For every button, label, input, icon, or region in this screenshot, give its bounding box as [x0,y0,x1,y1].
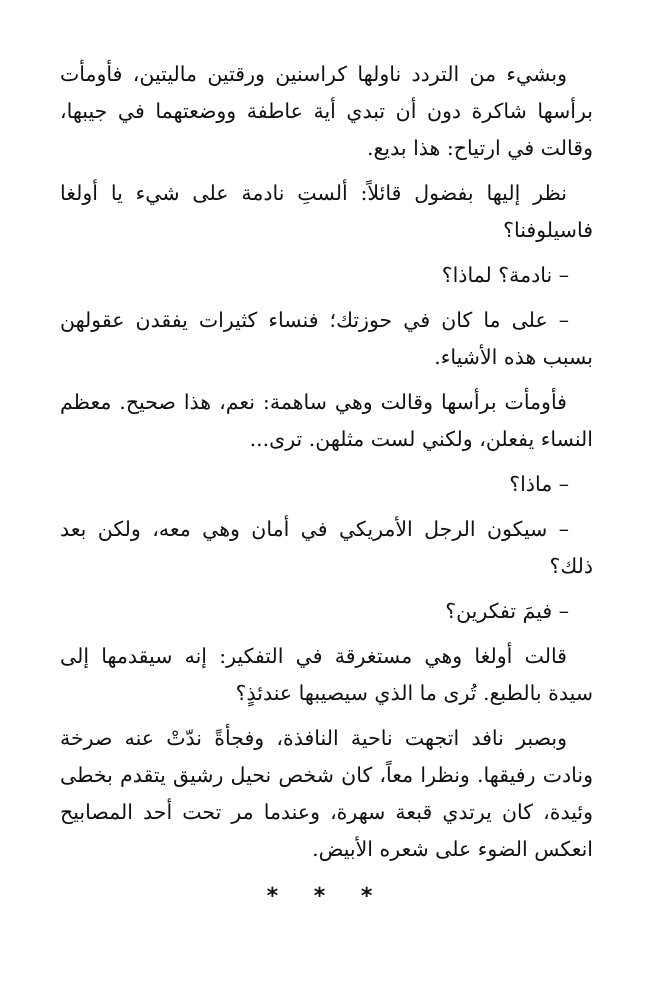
dialogue-line-1: – نادمة؟ لماذا؟ [441,263,569,287]
dialogue-line-5: – فيمَ تفكرين؟ [445,599,569,623]
paragraph-3: فأومأت برأسها وقالت وهي ساهمة: نعم، هذا صحيح. معظم النساء يفعلن، ولكني لست مثلهن. ترى... [60,390,593,451]
paragraph-1: وبشيء من التردد ناولها كراسنين ورقتين ماليتين، فأومأت برأسها شاكرة دون أن تبدي أية عاطفة ووضعتهما في جيبها، وقالت في ارتياح: هذا بديع. [60,62,593,160]
dialogue-line-4: – سيكون الرجل الأمريكي في أمان وهي معه، ولكن بعد ذلك؟ [60,517,593,578]
dialogue-line-2: – على ما كان في حوزتك؛ فنساء كثيرات يفقدن عقولهن بسبب هذه الأشياء. [60,308,593,369]
paragraph-5: وبصبر نافد اتجهت ناحية النافذة، وفجأةً ندّتْ عنه صرخة ونادت رفيقها. ونظرا معاً، كان شخص نحيل رشيق يتقدم بخطى وئيدة، كان يرتدي قبعة سهرة، وعندما مر تحت أحد المصابيح انعكس الضوء على شعره الأبيض. [60,726,593,861]
book-page [60,56,593,915]
paragraph-2: نظر إليها بفضول قائلاً: ألستِ نادمة على شيء يا أولغا فاسيلوفنا؟ [60,181,593,242]
section-separator: * * * [266,884,387,909]
paragraph-4: قالت أولغا وهي مستغرقة في التفكير: إنه سيقدمها إلى سيدة بالطبع. تُرى ما الذي سيصيبها عندئذٍ؟ [60,644,593,705]
dialogue-line-3: – ماذا؟ [509,472,569,496]
